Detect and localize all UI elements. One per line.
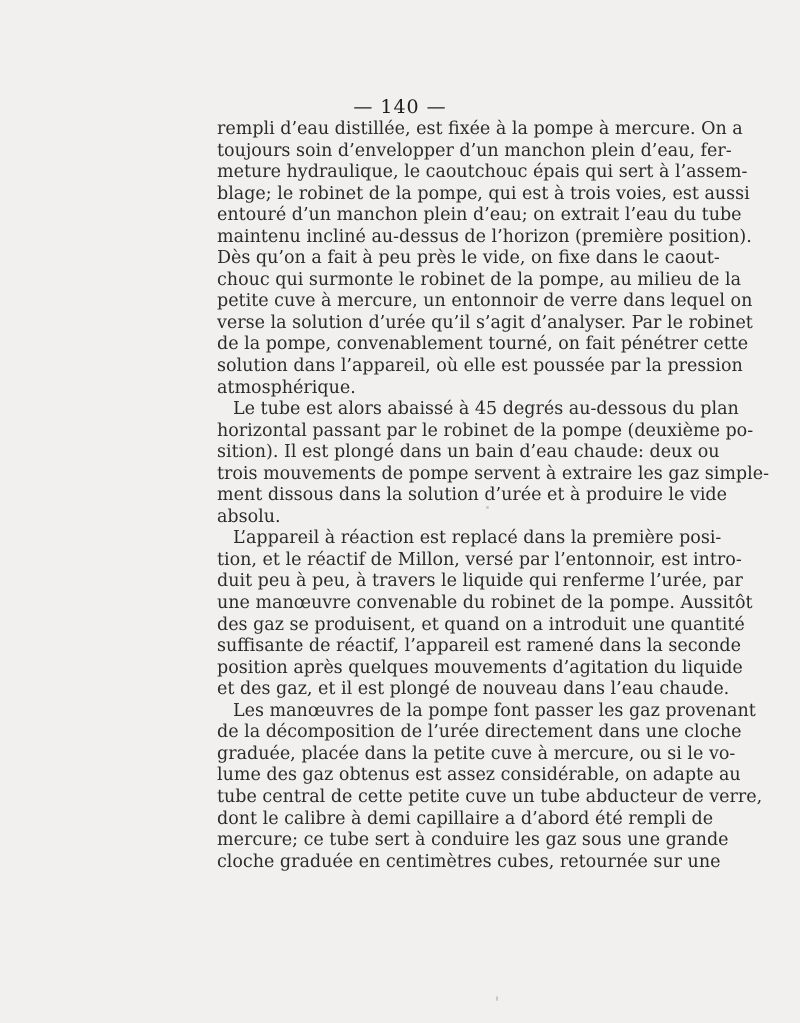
text-line: blage; le robinet de la pompe, qui est à trois voies, est aussi (217, 183, 750, 204)
text-line: position après quelques mouvements d’agitation du liquide (217, 657, 743, 678)
text-line: verse la solution d’urée qu’il s’agit d’analyser. Par le robinet (217, 312, 753, 333)
text-line: Le tube est alors abaissé à 45 degrés au-dessous du plan (233, 399, 739, 420)
text-line: maintenu incliné au-dessus de l’horizon (première position). (217, 226, 752, 247)
text-line: absolu. (217, 506, 281, 527)
text-line: toujours soin d’envelopper d’un manchon plein d’eau, fer- (217, 140, 732, 161)
scan-speck (486, 506, 489, 509)
text-line: L’appareil à réaction est replacé dans la première posi- (233, 528, 722, 549)
body-text (217, 119, 769, 873)
text-line: sition). Il est plongé dans un bain d’eau chaude: deux ou (217, 442, 720, 463)
text-line: graduée, placée dans la petite cuve à mercure, ou si le vo- (217, 743, 736, 764)
text-line: chouc qui surmonte le robinet de la pompe, au milieu de la (217, 269, 742, 290)
text-line: des gaz se produisent, et quand on a introduit une quantité (217, 614, 745, 635)
text-line: trois mouvements de pompe servent à extraire les gaz simple- (217, 463, 769, 484)
text-line: rempli d’eau distillée, est fixée à la pompe à mercure. On a (217, 119, 743, 139)
text-line: tube central de cette petite cuve un tube abducteur de verre, (217, 786, 763, 807)
text-line: horizontal passant par le robinet de la pompe (deuxième po- (217, 420, 754, 441)
text-line: Les manœuvres de la pompe font passer les gaz provenant (233, 700, 756, 721)
text-line: et des gaz, et il est plongé de nouveau dans l’eau chaude. (217, 679, 730, 700)
text-line: cloche graduée en centimètres cubes, retournée sur une (217, 851, 721, 872)
text-line: petite cuve à mercure, un entonnoir de verre dans lequel on (217, 291, 753, 312)
text-line: dont le calibre à demi capillaire a d’abord été rempli de (217, 808, 714, 829)
text-line: duit peu à peu, à travers le liquide qui renferme l’urée, par (217, 571, 743, 592)
scan-speck (496, 996, 498, 1001)
text-line: de la pompe, convenablement tourné, on fait pénétrer cette (217, 334, 749, 355)
text-line: une manœuvre convenable du robinet de la pompe. Aussitôt (217, 593, 753, 614)
text-line: solution dans l’appareil, où elle est poussée par la pression (217, 356, 743, 377)
page-number: — 140 — (353, 96, 447, 118)
text-line: meture hydraulique, le caoutchouc épais qui sert à l’assem- (217, 162, 748, 183)
text-line: tion, et le réactif de Millon, versé par l’entonnoir, est intro- (217, 549, 742, 570)
text-line: suffisante de réactif, l’appareil est ramené dans la seconde (217, 636, 741, 657)
text-line: ment dissous dans la solution d’urée et à produire le vide (217, 485, 727, 506)
text-line: de la décomposition de l’urée directement dans une cloche (217, 722, 742, 743)
text-line: lume des gaz obtenus est assez considérable, on adapte au (217, 765, 741, 786)
text-line: mercure; ce tube sert à conduire les gaz sous une grande (217, 830, 729, 851)
text-line: Dès qu’on a fait à peu près le vide, on fixe dans le caout- (217, 248, 720, 269)
text-line: entouré d’un manchon plein d’eau; on extrait l’eau du tube (217, 205, 742, 226)
text-line: atmosphérique. (217, 377, 356, 398)
